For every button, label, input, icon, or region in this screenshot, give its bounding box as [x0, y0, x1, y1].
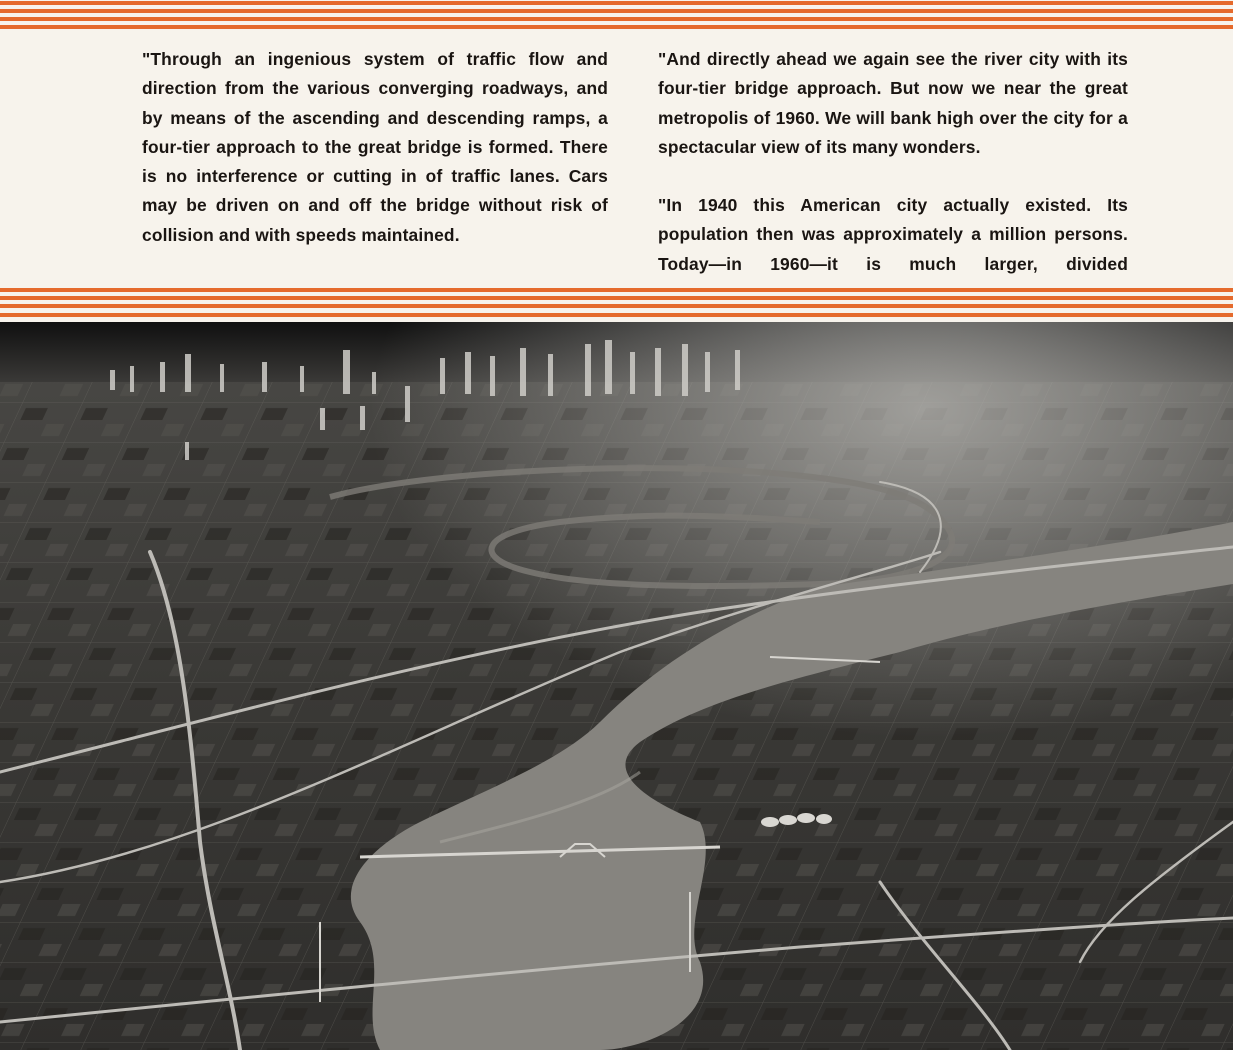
right-paragraph-1: "And directly ahead we again see the river city with its four-tier bridge approach. But now we near the great metropolis of 1960. We will bank high over the city for a spectacular view of its many wonders.: [658, 49, 1128, 157]
right-paragraph-2: "In 1940 this American city actually existed. Its population then was approximately a million persons. Today—in 1960—it is much larger, divided: [658, 195, 1128, 274]
left-paragraph: "Through an ingenious system of traffic flow and direction from the various converging roadways, and by means of the ascending and descending ramps, a four-tier approach to the great bridge is formed. There is no interference or cutting in of traffic lanes. Cars may be driven on and off the bridge without risk of collision and with speeds maintained.: [142, 49, 608, 245]
left-text-column: [142, 45, 608, 250]
right-text-column: [658, 45, 1128, 279]
top-stripe-band: [0, 0, 1233, 30]
bottom-stripe-band: [0, 286, 1233, 322]
aerial-city-photo: [0, 322, 1233, 1050]
